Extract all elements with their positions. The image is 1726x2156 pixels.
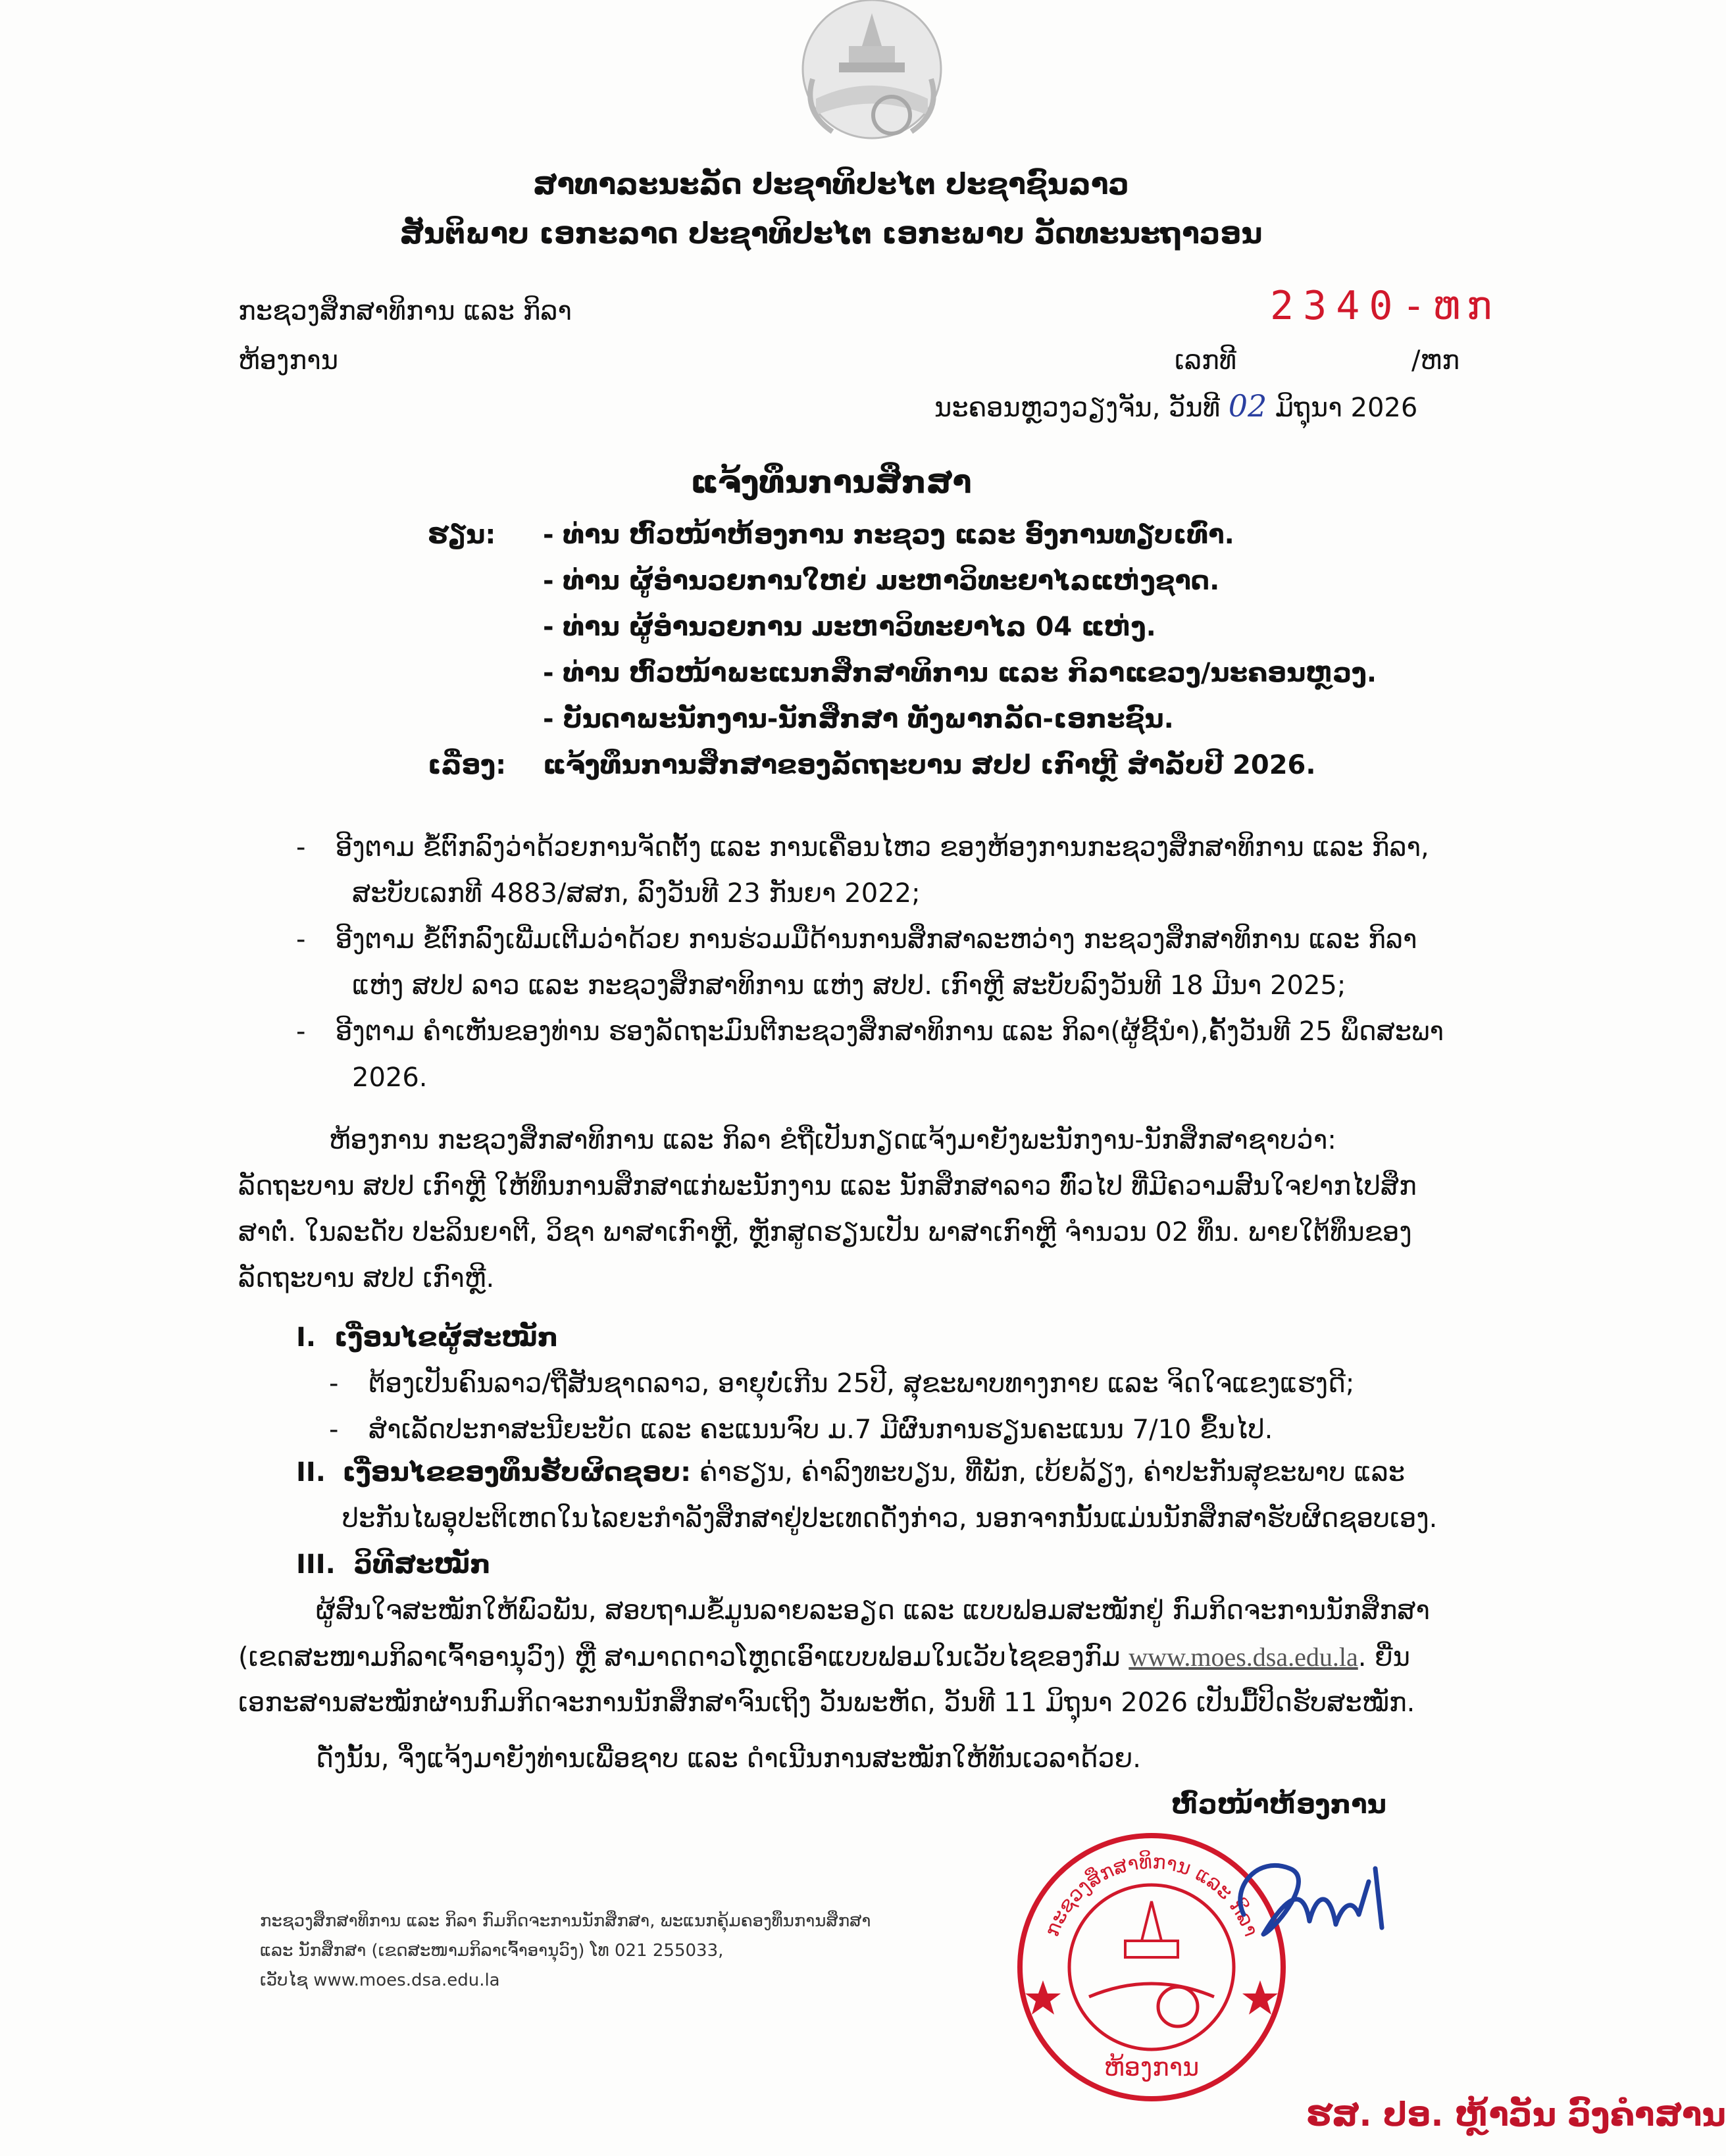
website-link[interactable]: www.moes.dsa.edu.la [1129,1642,1358,1672]
recipient-item: - ບັນດາພະນັກງານ-ນັກສຶກສາ ທັງພາກລັດ-ເອກະຊົນ. [543,704,1174,734]
subject-text: ແຈ້ງທຶນການສຶກສາຂອງລັດຖະບານ ສປປ ເກົາຫຼີ ສໍາລັບປີ 2026. [543,750,1316,780]
date-day-handwritten: 02 [1228,388,1267,424]
recipient-item: - ທ່ານ ຫົວໜ້າຫ້ອງການ ກະຊວງ ແລະ ອົງການທຽບເທົ່າ. [543,520,1234,550]
list-dash: - [329,1415,339,1445]
reference-line: ອີງຕາມ ຂໍ້ຕົກລົງວ່າດ້ວຍການຈັດຕັ້ງ ແລະ ການເຄື່ອນໄຫວ ຂອງຫ້ອງການກະຊວງສຶກສາທິການ ແລະ ກິລາ, [336,832,1429,863]
date-line: ນະຄອນຫຼວງວຽງຈັນ, ວັນທີ 02 ມິຖຸນາ 2026 [934,388,1418,424]
footer-line: ແລະ ນັກສຶກສາ (ເຂດສະໜາມກິລາເຈົ້າອານຸວົງ) ໂທ 021 255033, [260,1941,724,1961]
section-1-item: ສໍາເລັດປະກາສະນີຍະບັດ ແລະ ຄະແນນຈົບ ມ.7 ມີຜົນການຮຽນຄະແນນ 7/10 ຂຶ້ນໄປ. [368,1415,1273,1445]
recipients-label: ຮຽນ: [428,520,496,550]
closing-line: ດັ່ງນັ້ນ, ຈຶ່ງແຈ້ງມາຍັງທ່ານເພື່ອຊາບ ແລະ ດໍາເນີນການສະໝັກໃຫ້ທັນເວລາດ້ວຍ. [316,1743,1141,1774]
reference-line: ແຫ່ງ ສປປ ລາວ ແລະ ກະຊວງສຶກສາທິການ ແຫ່ງ ສປປ. ເກົາຫຼີ ສະບັບລົງວັນທີ 18 ມີນາ 2025; [352,970,1346,1001]
seal-bottom-text: ຫ້ອງການ [1104,2053,1200,2082]
signature-icon [1217,1842,1402,1961]
body-paragraph-line: ສາຕໍ່. ໃນລະດັບ ປະລິນຍາຕີ, ວິຊາ ພາສາເກົາຫຼີ, ຫຼັກສູດຮຽນເປັນ ພາສາເກົາຫຼີ ຈຳນວນ 02 ທຶນ. ພາຍໃຕ້ທຶນຂອງ [238,1217,1412,1247]
country-motto: ສັນຕິພາບ ເອກະລາດ ປະຊາທິປະໄຕ ເອກະພາບ ວັດທະນະຖາວອນ [399,217,1263,251]
body-paragraph-line: ຫ້ອງການ ກະຊວງສຶກສາທິການ ແລະ ກິລາ ຂໍຖືເປັນກຽດແຈ້ງມາຍັງພະນັກງານ-ນັກສຶກສາຊາບວ່າ: [329,1125,1336,1155]
office-name: ຫ້ອງການ [238,345,339,376]
section-2-line: ປະກັນໄພອຸປະຕິເຫດໃນໄລຍະກຳລັງສຶກສາຢູ່ປະເທດດັ່ງກ່າວ, ນອກຈາກນັ້ນແມ່ນນັກສຶກສາຮັບຜິດຊອບເອງ. [342,1503,1438,1534]
number-suffix: /ຫກ [1411,345,1460,376]
footer-line: ກະຊວງສຶກສາທິການ ແລະ ກິລາ ກົມກິດຈະການນັກສຶກສາ, ພະແນກຄຸ້ມຄອງທຶນການສຶກສາ [260,1911,871,1931]
reference-line: ອີງຕາມ ຂໍ້ຕົກລົງເພີ່ມເຕີມວ່າດ້ວຍ ການຮ່ວມມືດ້ານການສຶກສາລະຫວ່າງ ກະຊວງສຶກສາທິການ ແລະ ກິລາ [336,924,1417,955]
reference-line: 2026. [352,1063,428,1093]
country-name: ສາທາລະນະລັດ ປະຊາທິປະໄຕ ປະຊາຊົນລາວ [533,168,1129,201]
signer-name: ຮສ. ປອ. ຫຼ້າວັນ ວົງຄໍາສານ [1306,2095,1726,2134]
signer-title: ຫົວໜ້າຫ້ອງການ [1171,1790,1386,1820]
section-3-heading: III. ວິທີສະໝັກ [296,1549,491,1580]
footer-line: ເວັບໄຊ www.moes.dsa.edu.la [260,1970,500,1990]
section-3-line: ເອກະສານສະໝັກຜ່ານກົມກິດຈະການນັກສຶກສາຈົນເຖິງ ວັນພະຫັດ, ວັນທີ 11 ມິຖຸນາ 2026 ເປັນມື້ປິດຮັບສະໝັກ. [238,1688,1415,1718]
recipient-item: - ທ່ານ ຫົວໜ້າພະແນກສຶກສາທິການ ແລະ ກິລາແຂວງ/ນະຄອນຫຼວງ. [543,658,1377,688]
reference-dash: - [296,1016,306,1047]
section-3-line: (ເຂດສະໜາມກິລາເຈົ້າອານຸວົງ) ຫຼື ສາມາດດາວໂຫຼດເອົາແບບຟອມໃນເວັບໄຊຂອງກົມ www.moes.dsa.edu.la. ຍື່ນ [238,1642,1411,1672]
section-3-line: ຜູ້ສົນໃຈສະໝັກໃຫ້ພົວພັນ, ສອບຖາມຂໍ້ມູນລາຍລະອຽດ ແລະ ແບບຟອມສະໝັກຢູ່ ກົມກິດຈະການນັກສຶກສາ [316,1595,1430,1626]
document-number: 2340-ຫກ [1270,283,1501,329]
reference-line: ອີງຕາມ ຄຳເຫັນຂອງທ່ານ ຮອງລັດຖະມົນຕີກະຊວງສຶກສາທິການ ແລະ ກິລາ(ຜູ້ຊີ້ນຳ),ຄັ້ງວັນທີ 25 ພຶດສະພາ [336,1016,1444,1047]
body-paragraph-line: ລັດຖະບານ ສປປ ເກົາຫຼີ ໃຫ້ທຶນການສຶກສາແກ່ພະນັກງານ ແລະ ນັກສຶກສາລາວ ທົ່ວໄປ ທີ່ມີຄວາມສົນໃຈຢາກໄປສຶກ [238,1171,1417,1201]
national-emblem-icon [786,0,957,148]
section-1-item: ຕ້ອງເປັນຄົນລາວ/ຖືສັນຊາດລາວ, ອາຍຸບໍ່ເກີນ 25ປີ, ສຸຂະພາບທາງກາຍ ແລະ ຈິດໃຈແຂງແຮງດີ; [368,1368,1355,1399]
list-dash: - [329,1368,339,1399]
section-2-line: II. ເງື່ອນໄຂຂອງທຶນຮັບຜິດຊອບ: ຄ່າຮຽນ, ຄ່າລົງທະບຽນ, ທີ່ພັກ, ເບ້ຍລ້ຽງ, ຄ່າປະກັນສຸຂະພາບ ແລະ [296,1457,1405,1488]
body-paragraph-line: ລັດຖະບານ ສປປ ເກົາຫຼີ. [238,1263,495,1293]
document-title: ແຈ້ງທຶນການສຶກສາ [690,464,972,501]
recipient-item: - ທ່ານ ຜູ້ອຳນວຍການໃຫຍ່ ມະຫາວິທະຍາໄລແຫ່ງຊາດ. [543,566,1220,596]
recipient-item: - ທ່ານ ຜູ້ອຳນວຍການ ມະຫາວິທະຍາໄລ 04 ແຫ່ງ. [543,612,1156,642]
reference-line: ສະບັບເລກທີ 4883/ສສກ, ລົງວັນທີ 23 ກັນຍາ 2022; [352,878,921,909]
reference-dash: - [296,924,306,955]
number-label: ເລກທີ [1175,345,1237,376]
ministry-name: ກະຊວງສຶກສາທິການ ແລະ ກິລາ [238,296,572,326]
reference-dash: - [296,832,306,863]
section-1-heading: I. ເງື່ອນໄຂຜູ້ສະໝັກ [296,1322,559,1353]
subject-label: ເລື່ອງ: [428,750,507,780]
seal-text: ກະຊວງສຶກສາທິການ ແລະ ກິລາ [1040,1850,1263,1940]
